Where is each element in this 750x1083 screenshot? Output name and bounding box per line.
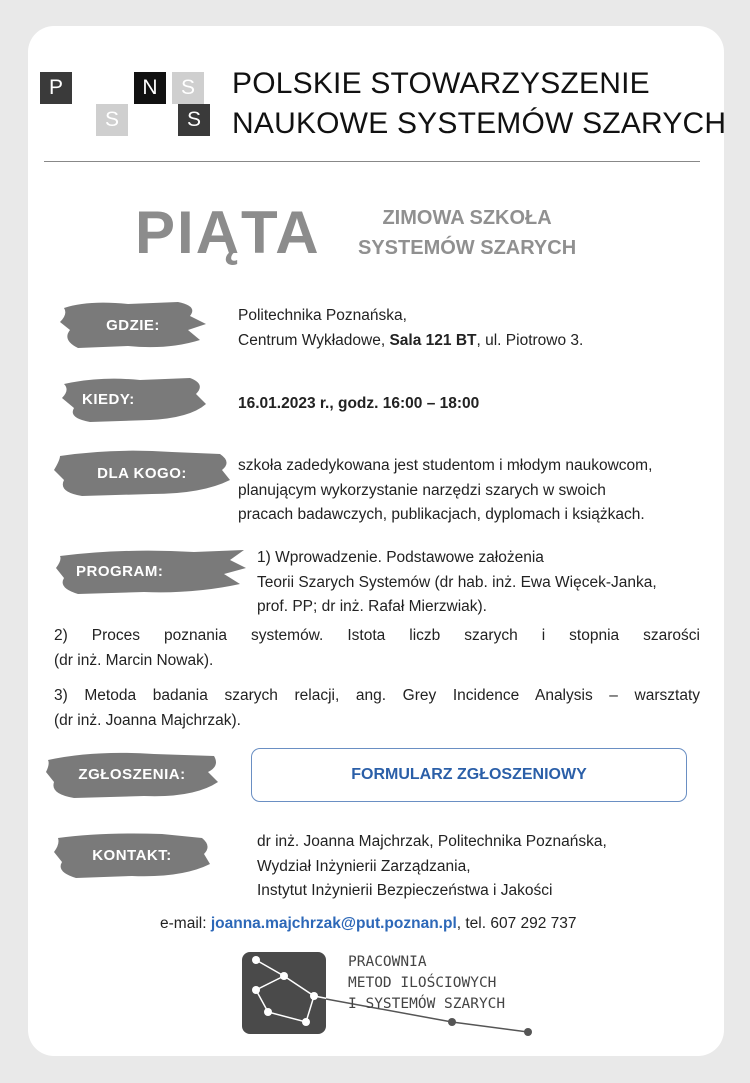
label-program [54, 546, 248, 598]
pnss-logo [40, 72, 204, 136]
lab-name [348, 952, 505, 1015]
org-line-1: POLSKIE STOWARZYSZENIE [232, 67, 650, 100]
lab-name-line-1: PRACOWNIA [348, 954, 427, 970]
label-kiedy [60, 374, 208, 426]
label-dla-kogo-text: DLA KOGO: [97, 465, 187, 482]
contact-line-1: dr inż. Joanna Majchrzak, Politechnika Poznańska, [257, 833, 607, 850]
who-line-3: pracach badawczych, publikacjach, dyplomach i książkach. [238, 506, 645, 523]
school-title-line-2: SYSTEMÓW SZARYCH [358, 237, 577, 259]
program-item-1-line-3: prof. PP; dr inż. Rafał Mierzwiak). [257, 598, 487, 615]
program-item-3-line-2: (dr inż. Joanna Majchrzak). [54, 711, 241, 729]
where-line-2-post: , ul. Piotrowo 3. [476, 331, 584, 349]
title-piata: PIĄTA [135, 199, 321, 266]
email-link[interactable]: joanna.majchrzak@put.poznan.pl [210, 915, 457, 932]
logo-letter-s-top: S [172, 72, 204, 104]
program-item-1 [257, 546, 657, 620]
school-title [358, 203, 576, 263]
contact-line-2: Wydział Inżynierii Zarządzania, [257, 857, 471, 875]
where-line-2-pre: Centrum Wykładowe, [238, 331, 390, 349]
logo-letter-n: N [134, 72, 166, 104]
logo-letter-s-bottom-left: S [96, 104, 128, 136]
where-text [238, 304, 583, 353]
organization-name [232, 64, 726, 144]
program-item-3-line-1: 3) Metoda badania szarych relacji, ang. Grey Incidence Analysis – warsztaty [54, 687, 700, 704]
label-kontakt [52, 830, 212, 882]
contact-text [257, 830, 607, 904]
label-kontakt-text: KONTAKT: [92, 847, 172, 864]
contact-line-3: Instytut Inżynierii Bezpieczeństwa i Jakości [257, 882, 553, 899]
program-item-3 [54, 684, 700, 733]
label-gdzie-text: GDZIE: [106, 317, 160, 334]
lab-name-line-2: METOD ILOŚCIOWYCH [348, 975, 497, 991]
label-dla-kogo [52, 448, 232, 500]
where-room: Sala 121 BT [389, 331, 477, 349]
program-item-1-line-2: Teorii Szarych Systemów (dr hab. inż. Ewa Więcek-Janka, [257, 573, 657, 591]
contact-email-line [160, 912, 577, 937]
program-item-1-line-1: 1) Wprowadzenie. Podstawowe założenia [257, 549, 544, 566]
phone-number: , tel. 607 292 737 [456, 915, 577, 932]
program-item-2-line-1: 2) Proces poznania systemów. Istota liczb szarych i stopnia szarości [54, 627, 700, 644]
lab-logo [240, 950, 532, 1036]
program-item-2 [54, 624, 700, 673]
when-text: 16.01.2023 r., godz. 16:00 – 18:00 [238, 395, 480, 412]
label-zgloszenia [44, 748, 220, 802]
label-zgloszenia-text: ZGŁOSZENIA: [78, 766, 186, 783]
where-line-1: Politechnika Poznańska, [238, 307, 407, 324]
who-line-1: szkoła zadedykowana jest studentom i młodym naukowcom, [238, 457, 653, 474]
where-line-2 [238, 329, 583, 354]
header-divider [44, 161, 700, 162]
program-item-2-line-2: (dr inż. Marcin Nowak). [54, 651, 214, 669]
org-line-2: NAUKOWE SYSTEMÓW SZARYCH [232, 107, 727, 140]
label-gdzie [58, 300, 208, 352]
registration-form-button[interactable]: FORMULARZ ZGŁOSZENIOWY [251, 748, 687, 802]
who-line-2: planującym wykorzystanie narzędzi szarych w swoich [238, 481, 606, 499]
who-text [238, 454, 652, 528]
school-title-line-1: ZIMOWA SZKOŁA [382, 207, 552, 229]
label-kiedy-text: KIEDY: [82, 391, 135, 408]
label-program-text: PROGRAM: [76, 563, 164, 580]
email-prefix: e-mail: [160, 915, 211, 932]
logo-letter-p: P [40, 72, 72, 104]
lab-name-line-3: I SYSTEMÓW SZARYCH [348, 996, 506, 1012]
logo-letter-s-bottom-right: S [178, 104, 210, 136]
